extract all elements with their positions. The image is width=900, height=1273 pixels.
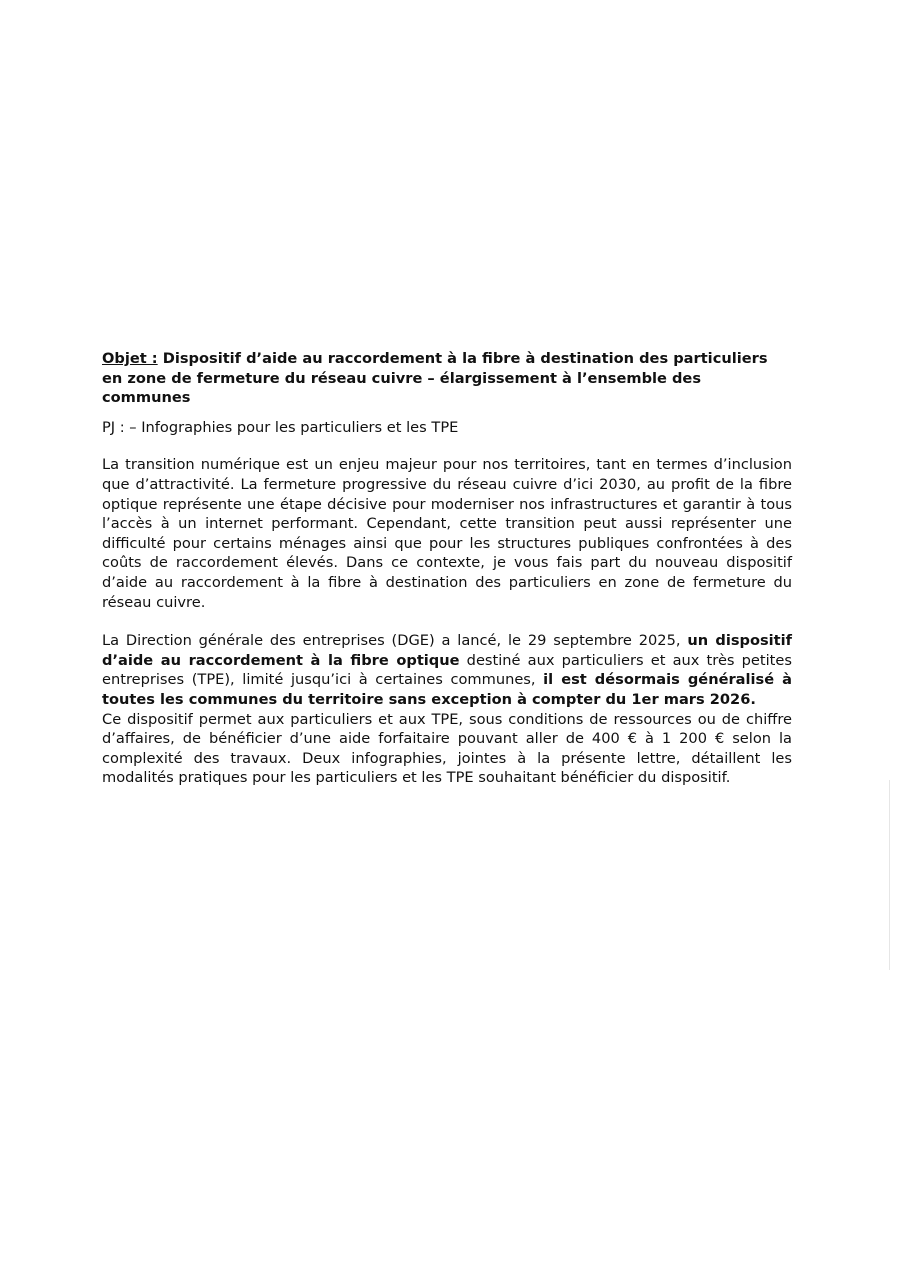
dge-text-1: La Direction générale des entreprises (DGE) a lancé, le 29 septembre 2025, bbox=[102, 632, 688, 650]
dge-bold-1: un dispositif d’aide au raccordement à la fibre optique bbox=[102, 632, 793, 669]
dge-text-2: destiné aux particuliers et aux très petites entreprises (TPE), limité jusqu’ici à certaines communes, bbox=[102, 651, 792, 689]
letter-body bbox=[102, 349, 792, 788]
aid-paragraph: Ce dispositif permet aux particuliers et aux TPE, sous conditions de ressources ou de chiffre d’affaires, de bénéficier d’une aide forfaitaire pouvant aller de 400 € à 1 200 € selon la complexité des travaux. Deux infographies, jointes à la présente lettre, détaillent les modalités pratiques pour les particuliers et les TPE souhaitant bénéficier du dispositif. bbox=[102, 710, 792, 787]
dge-bold-2: il est désormais généralisé à toutes les communes du territoire sans exception à compter du 1er mars 2026. bbox=[102, 671, 793, 708]
attachment-line: PJ : – Infographies pour les particuliers et les TPE bbox=[102, 418, 459, 436]
intro-paragraph: La transition numérique est un enjeu majeur pour nos territoires, tant en termes d’inclusion que d’attractivité. La fermeture progressive du réseau cuivre d’ici 2030, au profit de la fibre optique représente une étape décisive pour moderniser nos infrastructures et garantir à tous l’accès à un internet performant. Cependant, cette transition peut aussi représenter une difficulté pour certains ménages ainsi que pour les structures publiques confrontées à des coûts de raccordement élevés. Dans ce contexte, je vous fais part du nouveau dispositif d’aide au raccordement à la fibre à destination des particuliers en zone de fermeture du réseau cuivre. bbox=[102, 456, 792, 611]
scan-edge-line bbox=[889, 780, 890, 970]
subject-label: Objet : bbox=[102, 350, 158, 367]
subject-line bbox=[102, 349, 792, 408]
subject-text: Dispositif d’aide au raccordement à la fibre à destination des particuliers en zone de fermeture du réseau cuivre – élargissement à l’ensemble des communes bbox=[102, 350, 768, 407]
dge-paragraph bbox=[102, 631, 792, 709]
